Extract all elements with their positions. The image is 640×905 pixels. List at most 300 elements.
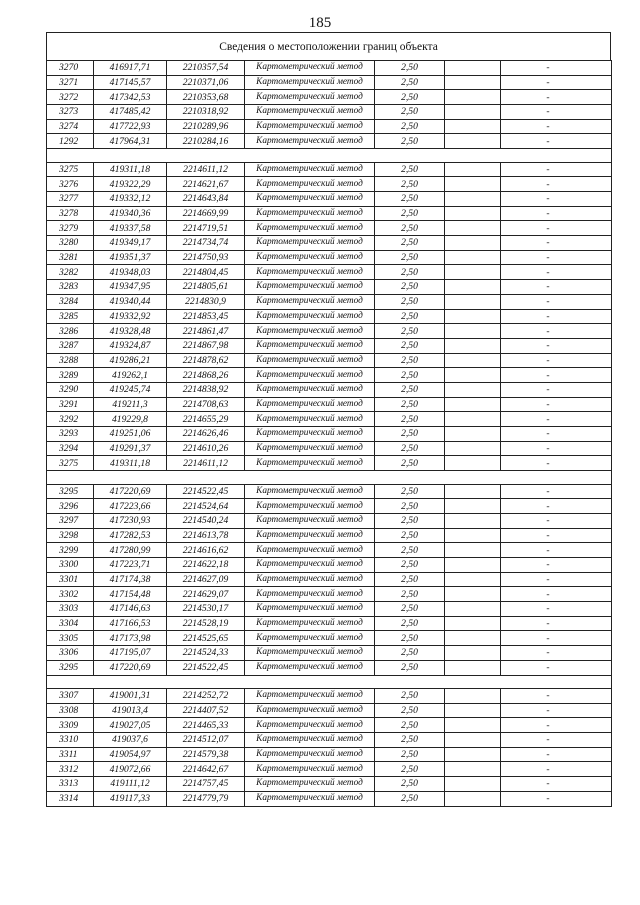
point-number-cell: 3302 [47, 587, 94, 602]
description-dash: - [546, 354, 550, 366]
method-cell: Картометрический метод [245, 646, 375, 661]
table-row [47, 777, 612, 792]
description-cell [501, 397, 612, 412]
method-cell: Картометрический метод [245, 412, 375, 427]
method-cell: Картометрический метод [245, 75, 375, 90]
y-coordinate-cell: 2214867,98 [167, 338, 245, 353]
description-cell [501, 631, 612, 646]
description-dash: - [546, 266, 550, 278]
description-dash: - [546, 603, 550, 615]
point-number-cell: 3308 [47, 703, 94, 718]
point-number-cell: 3286 [47, 324, 94, 339]
table-row [47, 499, 612, 514]
description-dash: - [546, 106, 550, 118]
x-coordinate-cell: 419001,31 [94, 689, 167, 704]
point-number-cell: 3314 [47, 791, 94, 806]
table-title: Сведения о местоположении границ объекта [46, 32, 611, 60]
description-dash: - [546, 647, 550, 659]
method-cell: Картометрический метод [245, 236, 375, 251]
description-cell [501, 280, 612, 295]
x-coordinate-cell: 417342,53 [94, 90, 167, 105]
x-coordinate-cell: 417145,57 [94, 75, 167, 90]
point-number-cell: 3300 [47, 558, 94, 573]
point-number-cell: 3281 [47, 250, 94, 265]
x-coordinate-cell: 417220,69 [94, 484, 167, 499]
empty-cell [445, 368, 501, 383]
point-number-cell: 3275 [47, 162, 94, 177]
description-dash: - [546, 163, 550, 175]
table-row [47, 733, 612, 748]
precision-cell: 2,50 [375, 353, 445, 368]
description-cell [501, 791, 612, 806]
description-cell [501, 236, 612, 251]
method-cell: Картометрический метод [245, 265, 375, 280]
point-number-cell: 3295 [47, 660, 94, 675]
table-row [47, 441, 612, 456]
separator-cell [47, 675, 612, 689]
method-cell: Картометрический метод [245, 105, 375, 120]
y-coordinate-cell: 2214629,07 [167, 587, 245, 602]
y-coordinate-cell: 2214830,9 [167, 294, 245, 309]
method-cell: Картометрический метод [245, 221, 375, 236]
x-coordinate-cell: 419286,21 [94, 353, 167, 368]
table-row [47, 528, 612, 543]
coordinates-table [46, 60, 612, 807]
description-cell [501, 353, 612, 368]
empty-cell [445, 747, 501, 762]
x-coordinate-cell: 417230,93 [94, 513, 167, 528]
description-dash: - [546, 574, 550, 586]
x-coordinate-cell: 419245,74 [94, 382, 167, 397]
y-coordinate-cell: 2214525,65 [167, 631, 245, 646]
point-number-cell: 3277 [47, 192, 94, 207]
method-cell: Картометрический метод [245, 456, 375, 471]
y-coordinate-cell: 2210357,54 [167, 61, 245, 76]
y-coordinate-cell: 2210353,68 [167, 90, 245, 105]
point-number-cell: 3303 [47, 602, 94, 617]
empty-cell [445, 294, 501, 309]
empty-cell [445, 324, 501, 339]
y-coordinate-cell: 2214804,45 [167, 265, 245, 280]
point-number-cell: 3291 [47, 397, 94, 412]
precision-cell: 2,50 [375, 631, 445, 646]
description-cell [501, 689, 612, 704]
description-dash: - [546, 296, 550, 308]
method-cell: Картометрический метод [245, 177, 375, 192]
method-cell: Картометрический метод [245, 309, 375, 324]
precision-cell: 2,50 [375, 61, 445, 76]
method-cell: Картометрический метод [245, 353, 375, 368]
x-coordinate-cell: 419337,58 [94, 221, 167, 236]
description-cell [501, 484, 612, 499]
empty-cell [445, 602, 501, 617]
empty-cell [445, 134, 501, 149]
description-dash: - [546, 237, 550, 249]
method-cell: Картометрический метод [245, 134, 375, 149]
description-cell [501, 221, 612, 236]
x-coordinate-cell: 419332,92 [94, 309, 167, 324]
table-row [47, 236, 612, 251]
description-cell [501, 134, 612, 149]
method-cell: Картометрический метод [245, 338, 375, 353]
precision-cell: 2,50 [375, 412, 445, 427]
x-coordinate-cell: 419347,95 [94, 280, 167, 295]
empty-cell [445, 236, 501, 251]
method-cell: Картометрический метод [245, 90, 375, 105]
description-dash: - [546, 325, 550, 337]
y-coordinate-cell: 2214512,07 [167, 733, 245, 748]
description-cell [501, 733, 612, 748]
precision-cell: 2,50 [375, 718, 445, 733]
precision-cell: 2,50 [375, 192, 445, 207]
description-cell [501, 528, 612, 543]
precision-cell: 2,50 [375, 513, 445, 528]
x-coordinate-cell: 419211,3 [94, 397, 167, 412]
point-number-cell: 3292 [47, 412, 94, 427]
empty-cell [445, 221, 501, 236]
table-row [47, 513, 612, 528]
description-dash: - [546, 413, 550, 425]
empty-cell [445, 528, 501, 543]
description-cell [501, 368, 612, 383]
separator-cell [47, 471, 612, 485]
empty-cell [445, 250, 501, 265]
table-row [47, 456, 612, 471]
precision-cell: 2,50 [375, 250, 445, 265]
description-cell [501, 412, 612, 427]
description-dash: - [546, 281, 550, 293]
empty-cell [445, 777, 501, 792]
point-number-cell: 3298 [47, 528, 94, 543]
description-cell [501, 75, 612, 90]
x-coordinate-cell: 419311,18 [94, 162, 167, 177]
empty-cell [445, 309, 501, 324]
precision-cell: 2,50 [375, 134, 445, 149]
x-coordinate-cell: 417220,69 [94, 660, 167, 675]
x-coordinate-cell: 419311,18 [94, 456, 167, 471]
precision-cell: 2,50 [375, 382, 445, 397]
description-dash: - [546, 588, 550, 600]
precision-cell: 2,50 [375, 484, 445, 499]
empty-cell [445, 427, 501, 442]
y-coordinate-cell: 2210284,16 [167, 134, 245, 149]
empty-cell [445, 105, 501, 120]
table-row [47, 572, 612, 587]
table-row [47, 61, 612, 76]
empty-cell [445, 456, 501, 471]
table-row [47, 221, 612, 236]
description-dash: - [546, 222, 550, 234]
x-coordinate-cell: 419251,06 [94, 427, 167, 442]
precision-cell: 2,50 [375, 236, 445, 251]
table-row [47, 689, 612, 704]
empty-cell [445, 265, 501, 280]
description-cell [501, 587, 612, 602]
method-cell: Картометрический метод [245, 689, 375, 704]
table-row [47, 206, 612, 221]
point-number-cell: 3299 [47, 543, 94, 558]
empty-cell [445, 631, 501, 646]
precision-cell: 2,50 [375, 294, 445, 309]
empty-cell [445, 382, 501, 397]
precision-cell: 2,50 [375, 616, 445, 631]
table-row [47, 134, 612, 149]
method-cell: Картометрический метод [245, 558, 375, 573]
precision-cell: 2,50 [375, 368, 445, 383]
description-dash: - [546, 763, 550, 775]
empty-cell [445, 558, 501, 573]
y-coordinate-cell: 2214465,33 [167, 718, 245, 733]
table-row [47, 616, 612, 631]
point-number-cell: 3311 [47, 747, 94, 762]
precision-cell: 2,50 [375, 338, 445, 353]
x-coordinate-cell: 417485,42 [94, 105, 167, 120]
table-row [47, 602, 612, 617]
page-number: 185 [308, 15, 332, 31]
empty-cell [445, 412, 501, 427]
table-row [47, 105, 612, 120]
x-coordinate-cell: 419013,4 [94, 703, 167, 718]
x-coordinate-cell: 419351,37 [94, 250, 167, 265]
empty-cell [445, 397, 501, 412]
point-number-cell: 3313 [47, 777, 94, 792]
precision-cell: 2,50 [375, 558, 445, 573]
point-number-cell: 3287 [47, 338, 94, 353]
description-cell [501, 294, 612, 309]
precision-cell: 2,50 [375, 280, 445, 295]
method-cell: Картометрический метод [245, 206, 375, 221]
description-dash: - [546, 515, 550, 527]
table-row [47, 703, 612, 718]
table-row [47, 660, 612, 675]
description-dash: - [546, 705, 550, 717]
description-dash: - [546, 632, 550, 644]
method-cell: Картометрический метод [245, 718, 375, 733]
method-cell: Картометрический метод [245, 660, 375, 675]
x-coordinate-cell: 419322,29 [94, 177, 167, 192]
description-cell [501, 61, 612, 76]
description-dash: - [546, 91, 550, 103]
x-coordinate-cell: 419340,36 [94, 206, 167, 221]
x-coordinate-cell: 419262,1 [94, 368, 167, 383]
group-separator-row [47, 149, 612, 163]
description-cell [501, 162, 612, 177]
description-cell [501, 456, 612, 471]
y-coordinate-cell: 2214522,45 [167, 484, 245, 499]
description-cell [501, 90, 612, 105]
description-dash: - [546, 618, 550, 630]
table-row [47, 762, 612, 777]
precision-cell: 2,50 [375, 646, 445, 661]
precision-cell: 2,50 [375, 733, 445, 748]
description-cell [501, 338, 612, 353]
table-row [47, 412, 612, 427]
point-number-cell: 3278 [47, 206, 94, 221]
point-number-cell: 3297 [47, 513, 94, 528]
precision-cell: 2,50 [375, 791, 445, 806]
table-row [47, 309, 612, 324]
empty-cell [445, 572, 501, 587]
point-number-cell: 3275 [47, 456, 94, 471]
y-coordinate-cell: 2210371,06 [167, 75, 245, 90]
y-coordinate-cell: 2214838,92 [167, 382, 245, 397]
table-row [47, 119, 612, 134]
description-cell [501, 777, 612, 792]
method-cell: Картометрический метод [245, 791, 375, 806]
y-coordinate-cell: 2214522,45 [167, 660, 245, 675]
table-row [47, 75, 612, 90]
empty-cell [445, 192, 501, 207]
table-row [47, 397, 612, 412]
y-coordinate-cell: 2214878,62 [167, 353, 245, 368]
method-cell: Картометрический метод [245, 484, 375, 499]
y-coordinate-cell: 2214252,72 [167, 689, 245, 704]
description-cell [501, 543, 612, 558]
y-coordinate-cell: 2214407,52 [167, 703, 245, 718]
empty-cell [445, 162, 501, 177]
point-number-cell: 3306 [47, 646, 94, 661]
description-cell [501, 558, 612, 573]
y-coordinate-cell: 2214734,74 [167, 236, 245, 251]
group-separator-row [47, 675, 612, 689]
empty-cell [445, 177, 501, 192]
method-cell: Картометрический метод [245, 602, 375, 617]
description-dash: - [546, 662, 550, 674]
precision-cell: 2,50 [375, 499, 445, 514]
point-number-cell: 3276 [47, 177, 94, 192]
x-coordinate-cell: 417223,71 [94, 558, 167, 573]
x-coordinate-cell: 419332,12 [94, 192, 167, 207]
point-number-cell: 3305 [47, 631, 94, 646]
method-cell: Картометрический метод [245, 733, 375, 748]
table-row [47, 747, 612, 762]
y-coordinate-cell: 2214627,09 [167, 572, 245, 587]
x-coordinate-cell: 417964,31 [94, 134, 167, 149]
method-cell: Картометрический метод [245, 250, 375, 265]
description-cell [501, 382, 612, 397]
empty-cell [445, 703, 501, 718]
table-row [47, 718, 612, 733]
method-cell: Картометрический метод [245, 543, 375, 558]
empty-cell [445, 616, 501, 631]
x-coordinate-cell: 416917,71 [94, 61, 167, 76]
x-coordinate-cell: 417146,63 [94, 602, 167, 617]
table-row [47, 558, 612, 573]
precision-cell: 2,50 [375, 75, 445, 90]
method-cell: Картометрический метод [245, 61, 375, 76]
x-coordinate-cell: 419027,05 [94, 718, 167, 733]
description-cell [501, 441, 612, 456]
point-number-cell: 3309 [47, 718, 94, 733]
description-dash: - [546, 340, 550, 352]
point-number-cell: 3288 [47, 353, 94, 368]
method-cell: Картометрический метод [245, 528, 375, 543]
table-row [47, 177, 612, 192]
empty-cell [445, 660, 501, 675]
point-number-cell: 3279 [47, 221, 94, 236]
y-coordinate-cell: 2214530,17 [167, 602, 245, 617]
description-cell [501, 747, 612, 762]
description-dash: - [546, 252, 550, 264]
empty-cell [445, 441, 501, 456]
description-dash: - [546, 529, 550, 541]
point-number-cell: 3272 [47, 90, 94, 105]
description-cell [501, 660, 612, 675]
point-number-cell: 3301 [47, 572, 94, 587]
y-coordinate-cell: 2214622,18 [167, 558, 245, 573]
x-coordinate-cell: 417154,48 [94, 587, 167, 602]
precision-cell: 2,50 [375, 543, 445, 558]
method-cell: Картометрический метод [245, 441, 375, 456]
point-number-cell: 3295 [47, 484, 94, 499]
y-coordinate-cell: 2214621,67 [167, 177, 245, 192]
method-cell: Картометрический метод [245, 587, 375, 602]
method-cell: Картометрический метод [245, 382, 375, 397]
description-dash: - [546, 398, 550, 410]
precision-cell: 2,50 [375, 90, 445, 105]
x-coordinate-cell: 419340,44 [94, 294, 167, 309]
empty-cell [445, 338, 501, 353]
table-row [47, 791, 612, 806]
table-row [47, 280, 612, 295]
x-coordinate-cell: 419324,87 [94, 338, 167, 353]
description-cell [501, 646, 612, 661]
method-cell: Картометрический метод [245, 777, 375, 792]
empty-cell [445, 484, 501, 499]
y-coordinate-cell: 2214524,33 [167, 646, 245, 661]
empty-cell [445, 90, 501, 105]
x-coordinate-cell: 417223,66 [94, 499, 167, 514]
boundary-table-container [46, 32, 611, 807]
description-dash: - [546, 208, 550, 220]
y-coordinate-cell: 2214669,99 [167, 206, 245, 221]
method-cell: Картометрический метод [245, 747, 375, 762]
y-coordinate-cell: 2210289,96 [167, 119, 245, 134]
description-dash: - [546, 443, 550, 455]
description-cell [501, 602, 612, 617]
y-coordinate-cell: 2214719,51 [167, 221, 245, 236]
empty-cell [445, 762, 501, 777]
point-number-cell: 3296 [47, 499, 94, 514]
empty-cell [445, 513, 501, 528]
description-cell [501, 250, 612, 265]
y-coordinate-cell: 2214642,67 [167, 762, 245, 777]
point-number-cell: 3290 [47, 382, 94, 397]
description-dash: - [546, 544, 550, 556]
precision-cell: 2,50 [375, 528, 445, 543]
point-number-cell: 3270 [47, 61, 94, 76]
description-cell [501, 309, 612, 324]
precision-cell: 2,50 [375, 660, 445, 675]
y-coordinate-cell: 2214708,63 [167, 397, 245, 412]
x-coordinate-cell: 419291,37 [94, 441, 167, 456]
description-cell [501, 762, 612, 777]
point-number-cell: 3284 [47, 294, 94, 309]
description-dash: - [546, 559, 550, 571]
y-coordinate-cell: 2214643,84 [167, 192, 245, 207]
table-row [47, 543, 612, 558]
description-dash: - [546, 310, 550, 322]
y-coordinate-cell: 2214524,64 [167, 499, 245, 514]
description-cell [501, 427, 612, 442]
empty-cell [445, 791, 501, 806]
y-coordinate-cell: 2214805,61 [167, 280, 245, 295]
description-cell [501, 105, 612, 120]
precision-cell: 2,50 [375, 689, 445, 704]
method-cell: Картометрический метод [245, 513, 375, 528]
table-row [47, 192, 612, 207]
x-coordinate-cell: 419072,66 [94, 762, 167, 777]
